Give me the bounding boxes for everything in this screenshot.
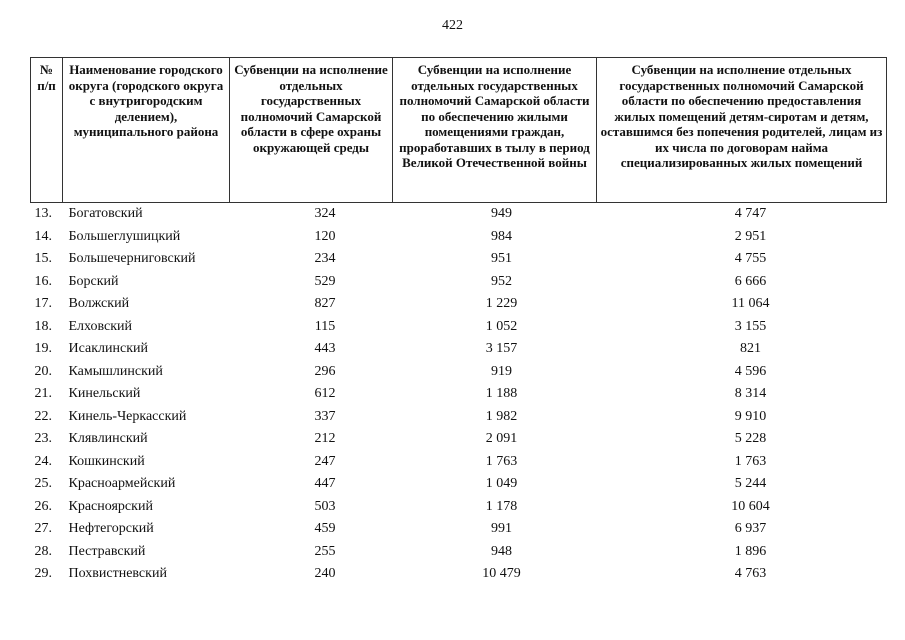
municipality-name: Большечерниговский	[68, 251, 196, 266]
environment-subvention-value: 234	[314, 251, 336, 266]
municipality-name: Кошкинский	[68, 453, 145, 469]
table-row	[31, 496, 887, 519]
table-row	[31, 563, 887, 586]
orphans-housing-value: 4 755	[734, 251, 767, 266]
row-number: 27.	[34, 521, 52, 536]
header-orphans-housing-subvention: Субвенции на исполнение отдельных государственных полномочий Самарской области по обеспечению предоставления жилых помещений детям-сиротам и детям, оставшимся без попечения родителей, лицам из их числа по договорам найма специализированных жилых помещений	[597, 58, 887, 203]
row-number: 25.	[34, 476, 52, 491]
environment-subvention-value: 443	[314, 341, 336, 356]
table-row	[31, 338, 887, 361]
orphans-housing-value: 4 763	[734, 566, 767, 581]
environment-subvention-value: 612	[314, 386, 336, 401]
table-row	[31, 541, 887, 564]
orphans-housing-value: 821	[740, 341, 761, 356]
municipality-name: Нефтегорский	[68, 521, 154, 536]
environment-subvention-value: 459	[314, 521, 336, 536]
municipality-name: Красноярский	[68, 498, 153, 514]
municipality-name: Кинельский	[68, 386, 141, 401]
municipality-name: Богатовский	[68, 206, 143, 221]
war-workers-housing-value: 1 188	[485, 386, 518, 401]
war-workers-housing-value: 984	[491, 228, 512, 244]
orphans-housing-value: 11 064	[731, 296, 770, 311]
war-workers-housing-value: 3 157	[485, 341, 518, 356]
table-row	[31, 406, 887, 429]
war-workers-housing-value: 948	[491, 543, 512, 559]
table-row	[31, 203, 887, 226]
municipality-name: Исаклинский	[68, 341, 148, 356]
table-row	[31, 293, 887, 316]
environment-subvention-value: 212	[314, 431, 336, 446]
orphans-housing-value: 9 910	[734, 408, 767, 424]
environment-subvention-value: 324	[314, 206, 336, 221]
row-number: 26.	[34, 498, 52, 514]
row-number: 28.	[34, 543, 52, 559]
war-workers-housing-value: 1 982	[485, 408, 518, 424]
row-number: 18.	[34, 318, 52, 334]
row-number: 16.	[34, 273, 52, 289]
orphans-housing-value: 6 666	[734, 273, 767, 289]
orphans-housing-value: 3 155	[734, 318, 767, 334]
environment-subvention-value: 247	[314, 453, 336, 469]
environment-subvention-value: 240	[314, 566, 336, 581]
war-workers-housing-value: 949	[491, 206, 512, 221]
war-workers-housing-value: 919	[491, 363, 512, 379]
table-body	[31, 203, 887, 586]
row-number: 13.	[34, 206, 52, 221]
environment-subvention-value: 296	[314, 363, 336, 379]
row-number: 20.	[34, 363, 52, 379]
war-workers-housing-value: 951	[491, 251, 512, 266]
orphans-housing-value: 5 244	[734, 476, 767, 491]
row-number: 15.	[34, 251, 52, 266]
orphans-housing-value: 8 314	[734, 386, 767, 401]
war-workers-housing-value: 991	[491, 521, 512, 536]
table-row	[31, 248, 887, 271]
municipality-name: Камышлинский	[68, 363, 163, 379]
orphans-housing-value: 4 747	[734, 206, 767, 221]
orphans-housing-value: 1 763	[734, 453, 767, 469]
war-workers-housing-value: 10 479	[482, 566, 521, 581]
header-row	[31, 58, 887, 203]
war-workers-housing-value: 2 091	[485, 431, 518, 446]
table-row	[31, 361, 887, 384]
table-row	[31, 473, 887, 496]
orphans-housing-value: 2 951	[734, 228, 767, 244]
municipality-name: Волжский	[68, 296, 130, 311]
municipality-name: Большеглушицкий	[68, 228, 181, 244]
row-number: 24.	[34, 453, 52, 469]
municipality-name: Красноармейский	[68, 476, 176, 491]
header-war-workers-housing-subvention: Субвенции на исполнение отдельных государственных полномочий Самарской области по обеспечению жилыми помещениями граждан, проработавших в тылу в период Великой Отечественной войны	[393, 58, 597, 203]
war-workers-housing-value: 952	[491, 273, 512, 289]
row-number: 14.	[34, 228, 52, 244]
row-number: 21.	[34, 386, 52, 401]
municipality-name: Кинель-Черкасский	[68, 408, 187, 424]
table-row	[31, 428, 887, 451]
orphans-housing-value: 5 228	[734, 431, 767, 446]
environment-subvention-value: 447	[314, 476, 336, 491]
war-workers-housing-value: 1 229	[485, 296, 518, 311]
row-number: 29.	[34, 566, 52, 581]
table-row	[31, 271, 887, 294]
environment-subvention-value: 120	[314, 228, 336, 244]
war-workers-housing-value: 1 763	[485, 453, 518, 469]
header-municipality: Наименование городского округа (городского округа с внутригородским делением), муниципального района	[63, 58, 230, 203]
municipality-name: Елховский	[68, 318, 133, 334]
table-row	[31, 316, 887, 339]
environment-subvention-value: 503	[314, 498, 336, 514]
table-row	[31, 226, 887, 249]
environment-subvention-value: 827	[314, 296, 336, 311]
environment-subvention-value: 529	[314, 273, 336, 289]
row-number: 23.	[34, 431, 52, 446]
environment-subvention-value: 115	[314, 318, 336, 334]
orphans-housing-value: 4 596	[734, 363, 767, 379]
war-workers-housing-value: 1 049	[485, 476, 518, 491]
orphans-housing-value: 10 604	[731, 498, 770, 514]
environment-subvention-value: 255	[314, 543, 336, 559]
war-workers-housing-value: 1 178	[485, 498, 518, 514]
orphans-housing-value: 1 896	[734, 543, 767, 559]
municipality-name: Пестравский	[68, 543, 146, 559]
table-header	[31, 58, 887, 203]
page-number: 422	[442, 18, 463, 33]
table-row	[31, 383, 887, 406]
row-number: 17.	[34, 296, 52, 311]
environment-subvention-value: 337	[314, 408, 336, 424]
municipality-name: Похвистневский	[68, 566, 167, 581]
header-environment-subvention: Субвенции на исполнение отдельных государственных полномочий Самарской области в сфере охраны окружающей среды	[230, 58, 393, 203]
row-number: 19.	[34, 341, 52, 356]
table-row	[31, 451, 887, 474]
orphans-housing-value: 6 937	[734, 521, 767, 536]
row-number: 22.	[34, 408, 52, 424]
war-workers-housing-value: 1 052	[485, 318, 518, 334]
header-number: № п/п	[31, 58, 63, 203]
municipality-name: Клявлинский	[68, 431, 148, 446]
subventions-table	[30, 57, 887, 586]
table-row	[31, 518, 887, 541]
municipality-name: Борский	[68, 273, 119, 289]
